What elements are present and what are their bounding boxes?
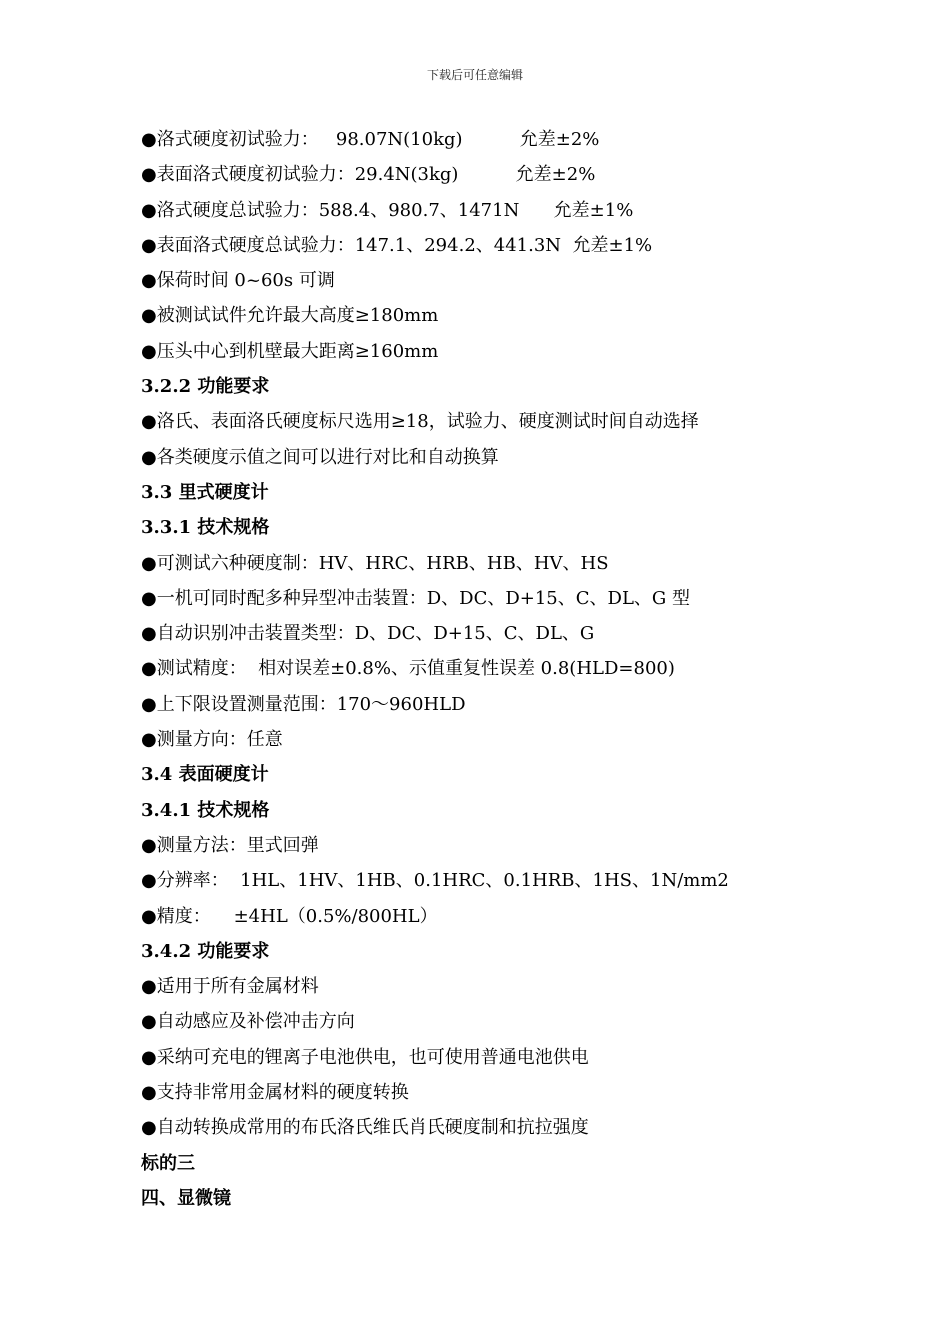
- page-header: 下载后可任意编辑: [426, 68, 523, 82]
- spec-line: ●洛式硬度总试验力：588.4、980.7、1471N 允差±1%: [141, 199, 634, 221]
- spec-line: ●测量方向：任意: [141, 729, 283, 751]
- spec-line: ●一机可同时配多种异型冲击装置：D、DC、D+15、C、DL、G 型: [141, 587, 691, 609]
- section-heading: 3.4.1 技术规格: [141, 799, 270, 821]
- section-heading: 3.3 里式硬度计: [141, 481, 269, 503]
- spec-line: ●洛式硬度初试验力： 98.07N(10kg) 允差±2%: [141, 129, 600, 150]
- section-heading: 3.4 表面硬度计: [141, 764, 269, 786]
- section-heading: 3.3.1 技术规格: [141, 517, 270, 539]
- spec-line: ●表面洛式硬度总试验力：147.1、294.2、441.3N 允差±1%: [141, 234, 653, 256]
- document-body: [141, 122, 841, 1216]
- spec-line: ●适用于所有金属材料: [141, 976, 319, 998]
- spec-line: ●自动感应及补偿冲击方向: [141, 1011, 355, 1033]
- section-heading: 3.2.2 功能要求: [141, 376, 270, 398]
- spec-line: ●精度： ±4HL（0.5%/800HL）: [141, 905, 438, 927]
- spec-line: ●测量方法：里式回弹: [141, 834, 319, 856]
- spec-line: ●自动识别冲击装置类型：D、DC、D+15、C、DL、G: [141, 623, 595, 645]
- spec-line: ●被测试试件允许最大高度≥180mm: [141, 305, 439, 327]
- spec-line: ●各类硬度示值之间可以进行对比和自动换算: [141, 446, 499, 468]
- spec-line: ●保荷时间 0~60s 可调: [141, 270, 335, 292]
- spec-line: ●分辨率： 1HL、1HV、1HB、0.1HRC、0.1HRB、1HS、1N/mm2: [141, 870, 729, 892]
- spec-line: ●表面洛式硬度初试验力：29.4N(3kg) 允差±2%: [141, 164, 596, 186]
- spec-line: ●采纳可充电的锂离子电池供电，也可使用普通电池供电: [141, 1046, 589, 1068]
- section-heading: 四、显微镜: [141, 1187, 231, 1209]
- spec-line: ●可测试六种硬度制：HV、HRC、HRB、HB、HV、HS: [141, 552, 609, 574]
- section-heading: 3.4.2 功能要求: [141, 940, 270, 962]
- spec-line: ●自动转换成常用的布氏洛氏维氏肖氏硬度制和抗拉强度: [141, 1117, 589, 1139]
- spec-line: ●上下限设置测量范围：170～960HLD: [141, 693, 466, 715]
- spec-line: ●洛氏、表面洛氏硬度标尺选用≥18，试验力、硬度测试时间自动选择: [141, 411, 699, 433]
- spec-line: ●支持非常用金属材料的硬度转换: [141, 1082, 409, 1104]
- spec-line: ●压头中心到机壁最大距离≥160mm: [141, 340, 439, 362]
- section-heading: 标的三: [141, 1152, 195, 1174]
- spec-line: ●测试精度： 相对误差±0.8%、示值重复性误差 0.8(HLD=800): [141, 658, 675, 680]
